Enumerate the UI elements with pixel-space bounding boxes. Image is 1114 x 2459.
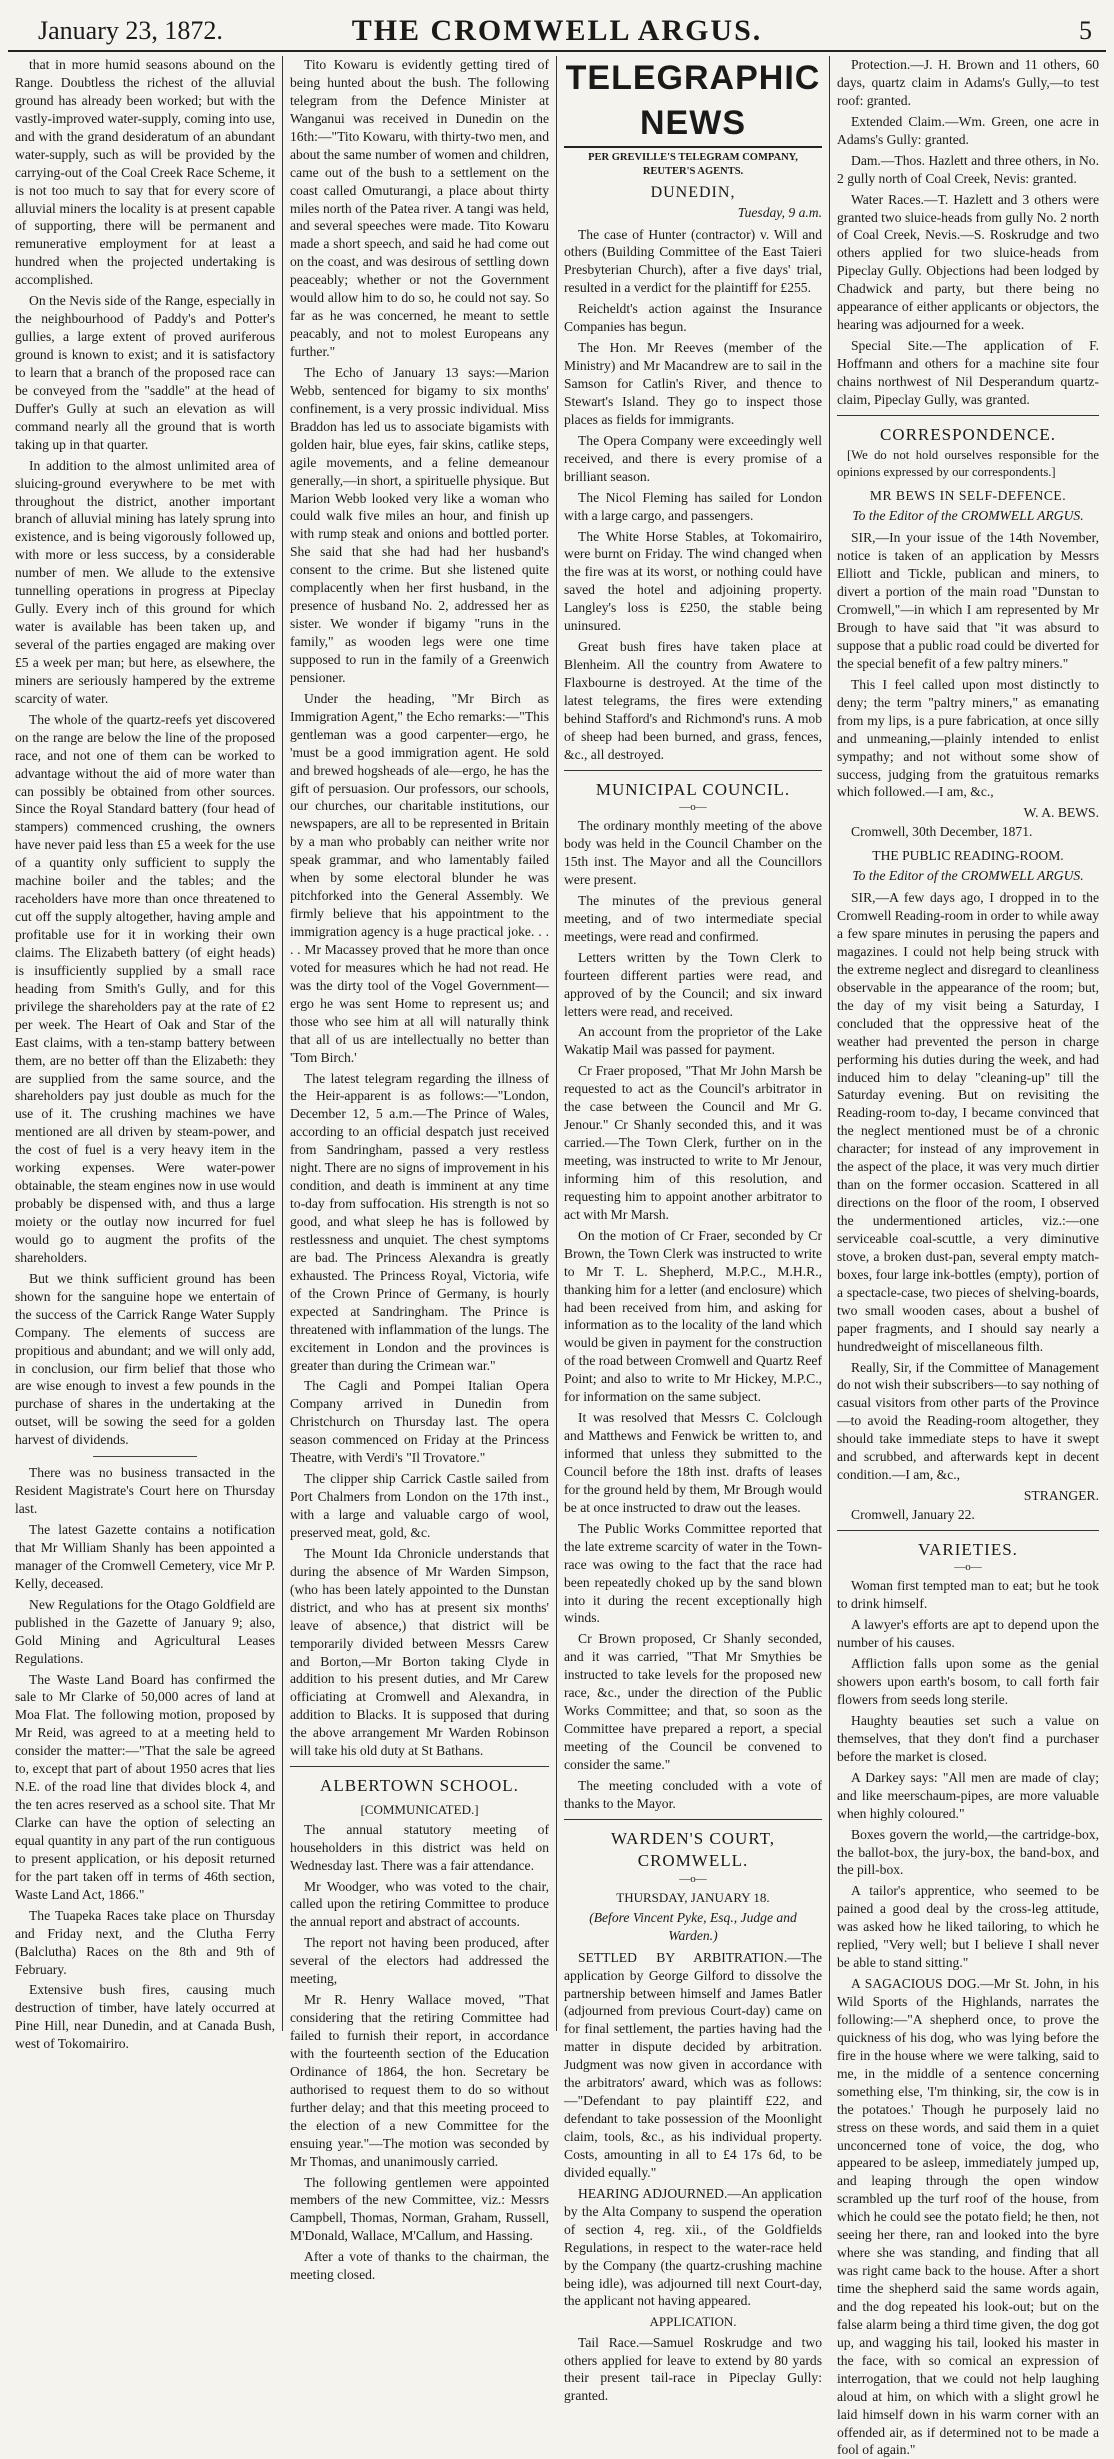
paragraph: On the motion of Cr Fraer, seconded by Cr Brown, the Town Clerk was instructed to write to Mr T. L. Shepherd, M.P.C., M.H.R., thanking him for a letter (and enclosure) which had been received from him, and asking for information as to the locality of the land which would be given in payment for the construction of the road between Cromwell and Quartz Reef Point; and also to write to Mr Hickey, M.P.C., for information on the same subject. [564, 1227, 822, 1405]
paragraph: Woman first tempted man to eat; but he took to drink himself. [837, 1578, 1099, 1612]
paragraph: Mr R. Henry Wallace moved, "That considering that the retiring Committee had failed to furnish their report, in accordance with the fourteenth section of the Education Ordinance of 1864, the hon. Secretary be authorised to request them to do so without further delay; and that this meeting proceed to the election of a new Committee for the ensuing year."—The motion was seconded by Mr Thomas, and unanimously carried. [290, 1992, 549, 2169]
local-news [15, 1464, 275, 2053]
paragraph: Reicheldt's action against the Insurance Companies has begun. [564, 301, 822, 335]
paragraph: In addition to the almost unlimited area of sluicing-ground everywhere to be met with throughout the district, another important branch of alluvial mining has lately sprung into existence, and is being vigorously followed up, with more or less success, by a considerable number of men. We allude to the extensive tunnelling operations in progress at Pipeclay Gully. Every inch of this ground for which water is available has been taken up, and several of the parties engaged are making over £5 a week per man; but here, as elsewhere, the miners are seriously hampered by the extreme scarcity of water. [15, 457, 275, 706]
signature-name: STRANGER. [1023, 1488, 1099, 1504]
ornament-dash: —o— [954, 1561, 982, 1574]
paragraph: Tail Race.—Samuel Roskrudge and two others applied for leave to extend by 80 yards their present tail-race in Pipeclay Gully: granted. [564, 2334, 822, 2404]
paragraph: The White Horse Stables, at Tokomairiro, were burnt on Friday. The wind changed when the fire was at its worst, or nothing could have saved the hotel and adjoining property. Langley's loss is £250, the stable being uninsured. [564, 528, 822, 634]
paragraph: The following gentlemen were appointed members of the new Committee, viz.: Messrs Campbell, Thomas, Norman, Graham, Russell, M'Donald, Wallace, M'Callum, and Hassing. [290, 2174, 549, 2244]
paragraph: Extended Claim.—Wm. Green, one acre in Adams's Gully: granted. [837, 113, 1099, 147]
paragraph: An account from the proprietor of the Lake Wakatip Mail was passed for payment. [564, 1024, 822, 1058]
paragraph: The whole of the quartz-reefs yet discovered on the range are below the line of the proposed race, and not one of them can be worked to advantage without the aid of more water than can possibly be obtained from other sources. Since the Royal Standard battery (four head of stampers) commenced crushing, the owners have never paid less than £5 a week for the use of a quantity only sufficient to supply the machine boiler and the tables; and the raceholders have more than once threatened to cut off the supply altogether, having ample and profitable use for it in working their own claims. The Elizabeth battery (of eight heads) is insufficiently supplied by a small race heading from Smith's Gully, and for this privilege the shareholders pay at the rate of £2 per week. The Heart of Oak and Star of the East claims, with a ten-stamp battery between them, are no better off than the Elizabeth: they are supplied from the same source, and the shareholders pay just double as much for the use of it. The crushing machines we have mentioned are all driven by steam-power, and the cost of fuel is a very heavy item in the working expenses. Were water-power obtainable, the steam engines now in use would probably be dispensed with, and thus a large moiety or the outlay now incurred for fuel would go to augment the profits of the shareholders. [15, 711, 275, 1265]
paragraph: Water Races.—T. Hazlett and 3 others were granted two sluice-heads from gully No. 2 north of Coal Creek, Nevis.—S. Roskrudge and two others applied for two sluice-heads from Pipeclay Gully. Objections had been lodged by Chadwick and party, but there being no appearance of either applicants or objectors, the hearing was adjourned for a week. [837, 191, 1099, 333]
paragraph: Letters written by the Town Clerk to fourteen different parties were read, and approved of by the Council; and six inward letters were read, and received. [564, 949, 822, 1019]
paragraph: A SAGACIOUS DOG.—Mr St. John, in his Wild Sports of the Highlands, narrates the following:—"A shepherd once, to prove the quickness of his dog, who was lying before the fire in the house where we were talking, said to me, in the middle of a sentence concerning something else, 'I'm thinking, sir, the cow is in the potatoes.' Though he purposely laid no stress on these words, and said them in a quiet unconcerned tone of voice, the dog, who appeared to be asleep, immediately jumped up, and leaping through the open window scrambled up the turf roof of the house, from which he could see the potato field; he then, not seeing her there, ran and looked into the byre where she was standing, and finding that all was right came back to the house. After a short time the shepherd said the same words again, and the dog repeated his look-out; but on the false alarm being a third time given, the dog got up, and wagging his tail, looked his master in the face, with so comical an expression of interrogation, that we could not help laughing aloud at him, on which with a slight growl he laid himself down in his warm corner with an offended air, as if determined not to be made a fool of again." [837, 1976, 1099, 2458]
paragraph: SETTLED BY ARBITRATION.—The application by George Gilford to dissolve the partnership between himself and James Batler (adjourned from previous Court-day) came on for final settlement, the parties having had the matter in dispute decided by arbitration. Judgment was now given in accordance with the arbitrators' award, which was as follows:—"Defendant to pay plaintiff £22, and defendant to take possession of the Moonlight claim, tools, &c., as his individual property. Costs, amounting in all to £4 17s 6d, to be divided equally." [564, 1949, 822, 2180]
paragraph: Boxes govern the world,—the cartridge-box, the ballot-box, the jury-box, the band-box, and the pill-box. [837, 1826, 1099, 1878]
letter-place-date: Cromwell, January 22. [851, 1507, 975, 1523]
paragraph: SIR,—A few days ago, I dropped in to the Cromwell Reading-room in order to while away a few spare minutes in perusing the papers and magazines. I could not help being struck with the extreme neglect and disregard to cleanliness observable in the appearance of the room; but, the day of my visit being a Saturday, I concluded that the oppressive heat of the weather had prevented the person in charge performing his duties during the week, and had induced him to delay "cleaning-up" till the Saturday evening. But on revisiting the Reading-room to-day, I became convinced that the neglect mentioned must be of a chronic character; for instead of any improvement in the aspect of the place, it was very much dirtier than on the former occasion. Scattered in all directions on the floor of the room, I observed the undermentioned articles, viz.:—one serviceable coal-scuttle, a very diminutive stove, a broken dust-pan, several empty match-boxes, four large ink-bottles (empty), portion of a spectacle-case, two pieces of shelving-boards, two small wooden cases, about a bushel of paper fragments, and I should say nearly a hundredweight of miscellaneous filth. [837, 890, 1099, 1354]
paragraph: SIR,—In your issue of the 14th November, notice is taken of an application by Messrs Elliott and Tickle, publican and miners, to divert a portion of the main road "Dunstan to Cromwell,"—in which I am represented by Mr Brough to have said that "it was absurd to suppose that a public road could be diverted for the special benefit of a few paltry miners." [837, 530, 1099, 671]
newspaper-title: THE CROMWELL ARGUS. [351, 14, 763, 47]
divider [837, 415, 1099, 416]
column-3 [556, 56, 829, 2404]
issue-date: January 23, 1872. [38, 16, 223, 45]
paragraph: A tailor's apprentice, who seemed to be pained a good deal by the cross-leg attitude, was asked how he liked tailoring, to which he replied, "Very well; but I believe I shall never be able to stand sitting." [837, 1883, 1099, 1971]
paragraph: The annual statutory meeting of householders in this district was held on Wednesday last. There was a fair attendance. [290, 1821, 549, 1873]
editorial-disclaimer: [We do not hold ourselves responsible for the opinions expressed by our correspondents.] [837, 448, 1099, 479]
paragraph: The report not having been produced, after several of the electors had addressed the meeting, [290, 1935, 549, 1987]
paragraph: Protection.—J. H. Brown and 11 others, 60 days, quartz claim in Adams's Gully,—to test roof: granted. [837, 57, 1099, 108]
letter-place-date: Cromwell, 30th December, 1871. [851, 824, 1033, 840]
applications-heading: APPLICATION. [649, 2314, 737, 2330]
divider [290, 1766, 549, 1767]
paragraph: The clipper ship Carrick Castle sailed from Port Chalmers from London on the 17th inst., with a large and valuable cargo of wool, preserved meat, gold, &c. [290, 1471, 549, 1540]
paragraph: Mr Woodger, who was voted to the chair, called upon the retiring Committee to produce the annual report and abstract of accounts. [290, 1878, 549, 1930]
ornament-dash: —o— [679, 1872, 707, 1885]
paragraph: New Regulations for the Otago Goldfield are published in the Gazette of January 9; also, Gold Mining and Agricultural Leases Regulations. [15, 1596, 275, 1666]
column-4 [829, 56, 1106, 2458]
paragraph: The Waste Land Board has confirmed the sale to Mr Clarke of 50,000 acres of land at Moa Flat. The following motion, proposed by Mr Reid, was agreed to at a meeting held to consider the matter:—"That the sale be agreed to, except that part of about 1950 acres that lies N.E. of the road line that divides block 4, and the ten acres reserved as a school site. That Mr Clarke can have the option of selecting an equal quantity in any part of the run contiguous to present application, or his deposit returned for the part taken off in terms of 46th section, Waste Land Act, 1866." [15, 1671, 275, 1902]
column-1 [8, 56, 282, 2052]
wardens-court-date: THURSDAY, JANUARY 18. [616, 1889, 770, 1905]
paragraph: Really, Sir, if the Committee of Management do not wish their subscribers—to say nothing of casual visitors from other parts of the Province—to avoid the Reading-room altogether, they should take immediate steps to have it swept and scrubbed, and afterwards kept in decent condition.—I am, &c., [837, 1359, 1099, 1483]
letter-signature [837, 804, 1099, 822]
masthead [8, 10, 1106, 52]
communicated-label: [COMMUNICATED.] [360, 1801, 479, 1817]
paragraph: Special Site.—The application of F. Hoffmann and others for a machine site four chains northwest of Nil Desperandum quartz-claim, Pipeclay Gully, was granted. [837, 338, 1099, 407]
paragraph: This I feel called upon most distinctly to deny; the term "paltry miners," as emanating from my lips, is a pure fabrication, at once silly and unmeaning,—plainly intended to enlist sympathy; and not without some show of success, judging from the gratuitous remarks which followed.—I am, &c., [837, 676, 1099, 800]
letter-salutation: To the Editor of the CROMWELL ARGUS. [852, 508, 1084, 524]
municipal-council-heading: MUNICIPAL COUNCIL. [595, 779, 791, 799]
divider [837, 1530, 1099, 1531]
paragraph: The meeting concluded with a vote of thanks to the Mayor. [564, 1777, 822, 1811]
divider [93, 1456, 197, 1457]
paragraph: Dam.—Thos. Hazlett and three others, in No. 2 gully north of Coal Creek, Nevis: granted. [837, 152, 1099, 186]
paragraph: Extensive bush fires, causing much destruction of timber, have lately occurred at Pine Hill, near Dunedin, and at Canada Bush, west of Tokomairiro. [15, 1982, 275, 2052]
wardens-court-presiding: (Before Vincent Pyke, Esq., Judge and Warden.) [589, 1909, 797, 1943]
letter-title: MR BEWS IN SELF-DEFENCE. [869, 488, 1067, 504]
columns [8, 56, 1106, 2458]
paragraph: Cr Brown proposed, Cr Shanly seconded, and it was carried, "That Mr Smythies be instructed to take levels for the proposed new race, &c., under the direction of the Public Works Committee; and that, so soon as the Committee have prepared a report, a special meeting of the Council be convened to consider the same." [564, 1631, 822, 1772]
paragraph: Cr Fraer proposed, "That Mr John Marsh be requested to act as the Council's arbitrator in the case between the Council and Mr G. Jenour." Cr Shanly seconded this, and it was carried.—The Town Clerk, further on in the meeting, was instructed to write to Mr Jenour, informing him of this resolution, and requesting him to appoint another arbitrator to act with Mr Marsh. [564, 1063, 822, 1222]
paragraph: Great bush fires have taken place at Blenheim. All the country from Awatere to Flaxbourne is destroyed. At the time of the latest telegrams, the fires were extending behind Stafford's and Richmond's runs. A mob of sheep had been burned, and grass, fences, &c., all destroyed. [564, 639, 822, 762]
telegraphic-news-heading: TELEGRAPHIC NEWS [564, 56, 822, 148]
paragraph: that in more humid seasons abound on the Range. Doubtless the richest of the alluvial ground has already been worked; but with the vastly-improved water-supply, coming into use, and with the grand desideratum of an abundant water-supply, such as will be provided by the carrying-out of the Coal Creek Race Scheme, it is not too much to say that for every score of alluvial miners the locality is at present capable of supporting, there will be permanent and remunerative employment for at least a hundred when the projected undertaking is accomplished. [15, 57, 275, 288]
letter-signature [837, 1487, 1099, 1505]
paragraph: Affliction falls upon some as the genial showers upon earth's bosom, to call forth fair flowers from seeds long sterile. [837, 1656, 1099, 1708]
paragraph: The latest Gazette contains a notification that Mr William Shanly has been appointed a manager of the Cromwell Cemetery, vice Mr P. Kelly, deceased. [15, 1522, 275, 1591]
paragraph: The Cagli and Pompei Italian Opera Company arrived in Dunedin from Christchurch on Thursday last. The opera season commenced on Friday at the Princess Theatre, with Verdi's "Il Trovatore." [290, 1378, 549, 1466]
paragraph: The ordinary monthly meeting of the above body was held in the Council Chamber on the 15th inst. The Mayor and all the Councillors were present. [564, 818, 822, 887]
paragraph: The Echo of January 13 says:—Marion Webb, sentenced for bigamy to six months' confinement, is a very prossic individual. Miss Braddon has led us to associate bigamists with golden hair, blue eyes, fair skins, catlike steps, agile movements, and a feline demeanour generally,—in short, a spirituelle physique. But Marion Webb looked very like a woman who could walk five miles an hour, and finish up with rump steak and onions and bottled porter. She said that she had had her husband's consent to the crime. But she listened quite complacently when her first husband, in the presence of husband No. 2, addressed her as sister. We wonder if bigamy "runs in the family," as wooden legs were one time supposed to run in the family of a Greenwich pensioner. [290, 364, 549, 685]
paragraph: Haughty beauties set such a value on themselves, that they don't find a purchaser before the market is closed. [837, 1712, 1099, 1764]
albertown-school-heading: ALBERTOWN SCHOOL. [320, 1776, 519, 1796]
wardens-court-heading: WARDEN'S COURT, CROMWELL. [610, 1828, 776, 1871]
divider [564, 1819, 822, 1820]
correspondence-heading: CORRESPONDENCE. [879, 424, 1057, 444]
paragraph: The Opera Company were exceedingly well received, and there is every promise of a brilliant season. [564, 432, 822, 484]
signature-name: W. A. BEWS. [1023, 805, 1099, 821]
ornament-dash: —o— [679, 801, 707, 814]
paragraph: The Hon. Mr Reeves (member of the Ministry) and Mr Macandrew are to sail in the Samson for Catlin's River, and thence to Stewart's Island. They go to inspect those places as fields for immigrants. [564, 340, 822, 427]
paragraph: The case of Hunter (contractor) v. Will and others (Building Committee of the East Taieri Presbyterian Church), after a five days' trial, resulted in a verdict for the plaintiff for £255. [564, 226, 822, 296]
paragraph: The Mount Ida Chronicle understands that during the absence of Mr Warden Simpson, (who has been lately appointed to the Dunstan district, and who has at present six months' leave of absence,) that district will be temporarily divided between Messrs Carew and Borton,—Mr Borton taking Clyde in addition to his present duties, and Mr Carew officiating at Cromwell and Alexandra, in addition to Blacks. It is supposed that during the above arrangement Mr Warden Robinson will take his old duty at St Bathans. [290, 1545, 549, 1759]
paragraph: The minutes of the previous general meeting, and of two intermediate special meetings, were read and confirmed. [564, 892, 822, 944]
paragraph: But we think sufficient ground has been shown for the sanguine hope we entertain of the success of the Carrick Range Water Supply Company. The elements of success are propitious and abundant; and we will only add, in conclusion, our firm belief that those who are wise enough to invest a few pounds in the purchase of shares in the undertaking at the outset, will be sowing the seed for a golden harvest of dividends. [15, 1270, 275, 1448]
dateline-city: DUNEDIN, [650, 184, 736, 202]
paragraph: It was resolved that Messrs C. Colclough and Matthews and Fenwick be written to, and informed that unless they submitted to the Council before the 18th inst. drafts of leases for the ground held by them, Mr Brough would be at once instructed to draw out the leases. [564, 1410, 822, 1515]
letter-salutation: To the Editor of the CROMWELL ARGUS. [852, 868, 1084, 884]
paragraph: On the Nevis side of the Range, especially in the neighbourhood of Paddy's and Potter's gullies, a large extent of proved auriferous ground is known to exist; and it is satisfactory to learn that a branch of the proposed race can be conveyed from the "saddle" at the head of Duffer's Gully at such an elevation as will command nearly all the ground that is worth taking up in that quarter. [15, 293, 275, 452]
paragraph: A Darkey says: "All men are made of clay; and like meerschaum-pipes, are more valuable when highly coloured." [837, 1769, 1099, 1821]
letter-title: THE PUBLIC READING-ROOM. [872, 848, 1064, 864]
page-number: 5 [1079, 16, 1092, 45]
paragraph: There was no business transacted in the Resident Magistrate's Court here on Thursday last. [15, 1465, 275, 1517]
paragraph: The Public Works Committee reported that the late extreme scarcity of water in the Town-race was owing to the fact that the race had been repeatedly choked up by the sand blown into it during the recent exceptionally high winds. [564, 1520, 822, 1626]
paragraph: The Nicol Fleming has sailed for London with a large cargo, and passengers. [564, 489, 822, 523]
paragraph: The latest telegram regarding the illness of the Heir-apparent is as follows:—"London, December 12, 5 a.m.—The Prince of Wales, according to an official despatch just received from Sandringham, passed a very restless night. There are no signs of improvement in his condition, and death is imminent at any time to-day from suffocation. His strength is not so good, and what sleep he has is followed by restlessness and unquiet. The chest symptoms are bad. The Princess Alexandra is greatly exhausted. The Princess Royal, Victoria, wife of the Crown Prince of Germany, is hourly expected at Sandringham. The Prince is threatened with inflammation of the lungs. The excitement in London and the provinces is greater than during the Crimean war." [290, 1070, 549, 1373]
paragraph: Tito Kowaru is evidently getting tired of being hunted about the bush. The following telegram from the Defence Minister at Wanganui was received in Dunedin on the 16th:—"Tito Kowaru, with thirty-two men, and about the same number of women and children, came out of the bush to a settlement on the coast called Omuturangi, a place about thirty miles north of the Patea river. A tangi was held, and several speeches were made. Tito Kowaru made a short speech, and said he had come out on the coast, and was desirous of settling down peaceably; whether or not the Government would allow him to do so, he could not say. So far as he was concerned, he meant to settle peacably, and not to molest Europeans any further." [290, 57, 549, 359]
paragraph: The Tuapeka Races take place on Thursday and Friday next, and the Clutha Ferry (Balclutha) Races on the 8th and 9th of February. [15, 1907, 275, 1977]
paragraph: HEARING ADJOURNED.—An application by the Alta Company to suspend the operation of section 4, reg. xii., of the Goldfields Regulations, in respect to the water-race held by the Company (the quartz-crushing machine being idle), was adjourned till next Court-day, the applicant not having appeared. [564, 2185, 822, 2309]
telegraphic-news-source: PER GREVILLE'S TELEGRAM COMPANY, REUTER'S AGENTS. [588, 151, 798, 177]
paragraph: A lawyer's efforts are apt to depend upon the number of his causes. [837, 1617, 1099, 1651]
column-2 [282, 56, 556, 2283]
divider [564, 770, 822, 771]
mining-article [15, 56, 275, 1449]
paragraph: After a vote of thanks to the chairman, the meeting closed. [290, 2249, 549, 2283]
varieties-heading: VARIETIES. [918, 1539, 1018, 1559]
dateline-time: Tuesday, 9 a.m. [737, 204, 822, 220]
paragraph: Under the heading, "Mr Birch as Immigration Agent," the Echo remarks:—"This gentleman was a good carpenter—ergo, he 'must be a good immigration agent. He sold and brewed hogsheads of ale—ergo, he has the gift of persuasion. Our professors, our schools, our churches, our charitable institutions, our newspapers, are all to be represented in Britain by a man who probably can neither write nor speak grammar, and who lamentably failed when by some electoral blunder he was pitchforked into the General Assembly. We firmly believe that his appointment to the immigration agency is a huge practical joke. . . . . Mr Macassey proved that he more than once voted for measures which he had not read. He was the dirty tool of the Vogel Government—ergo he was sent Home to represent us; and those who see him at all will naturally think that all of us are intellectually no better than 'Tom Birch.' [290, 690, 549, 1065]
